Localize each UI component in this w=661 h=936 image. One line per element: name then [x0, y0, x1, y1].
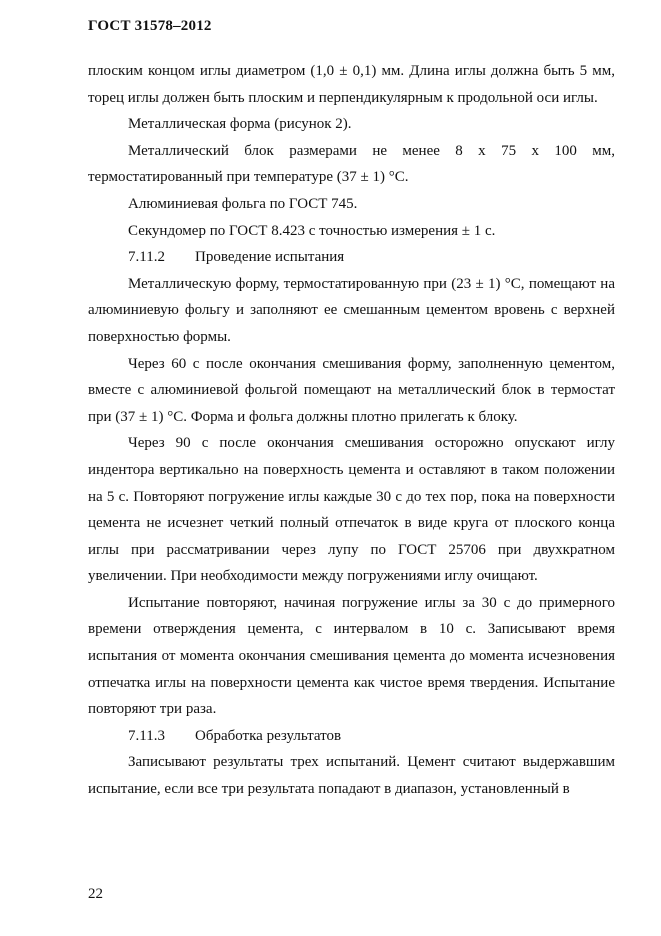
paragraph-test-repeat: Испытание повторяют, начиная погружение иглы за 30 с до примерного времени отверждения цемента, с интервалом в 10 с. Записывают время испытания от момента окончания смешивания цемента до момента исчезновения отпечатка иглы на поверхности цемента как чистое время твердения. Испытание повторяют три раза.	[88, 594, 615, 718]
section-number: 7.11.3	[128, 727, 165, 744]
paragraph-metal-block: Металлический блок размерами не менее 8 х 75 х 100 мм, термостатированный при температуре (37 ± 1) °С.	[88, 142, 615, 186]
paragraph-form-placement: Металлическую форму, термостатированную при (23 ± 1) °С, помещают на алюминиевую фольгу и заполняют ее смешанным цементом вровень с верхней поверхностью формы.	[88, 275, 615, 345]
paragraph-metal-form: Металлическая форма (рисунок 2).	[128, 116, 352, 133]
paragraph-thermostat: Через 60 с после окончания смешивания форму, заполненную цементом, вместе с алюминиевой фольгой помещают на металлический блок в термостат при (37 ± 1) °С. Форма и фольга должны плотно прилегать к блоку.	[88, 355, 615, 425]
page-number: 22	[88, 886, 103, 902]
paragraph-needle-immersion: Через 90 с после окончания смешивания осторожно опускают иглу индентора вертикально на поверхность цемента и оставляют в таком положении на 5 с. Повторяют погружение иглы каждые 30 с до тех пор, пока на поверхности цемента не исчезнет четкий полный отпечаток в виде круга от плоского конца иглы при рассматривании через лупу по ГОСТ 25706 при двухкратном увеличении. При необходимости между погружениями иглу очищают.	[88, 435, 615, 585]
section-heading-7-11-2	[88, 244, 615, 271]
paragraph-needle-description: плоским концом иглы диаметром (1,0 ± 0,1) мм. Длина иглы должна быть 5 мм, торец иглы должен быть плоским и перпендикулярным к продольной оси иглы.	[88, 63, 615, 106]
section-title: Проведение испытания	[195, 249, 345, 266]
section-title: Обработка результатов	[195, 727, 342, 744]
section-heading-7-11-3	[88, 723, 615, 750]
paragraph-aluminium-foil: Алюминиевая фольга по ГОСТ 745.	[128, 195, 358, 212]
paragraph-stopwatch: Секундомер по ГОСТ 8.423 с точностью измерения ± 1 с.	[128, 222, 496, 239]
document-body	[88, 58, 615, 803]
paragraph-results: Записывают результаты трех испытаний. Цемент считают выдержавшим испытание, если все три результата попадают в диапазон, установленный в	[88, 754, 615, 798]
section-number: 7.11.2	[128, 249, 165, 266]
document-header: ГОСТ 31578–2012	[88, 18, 212, 34]
